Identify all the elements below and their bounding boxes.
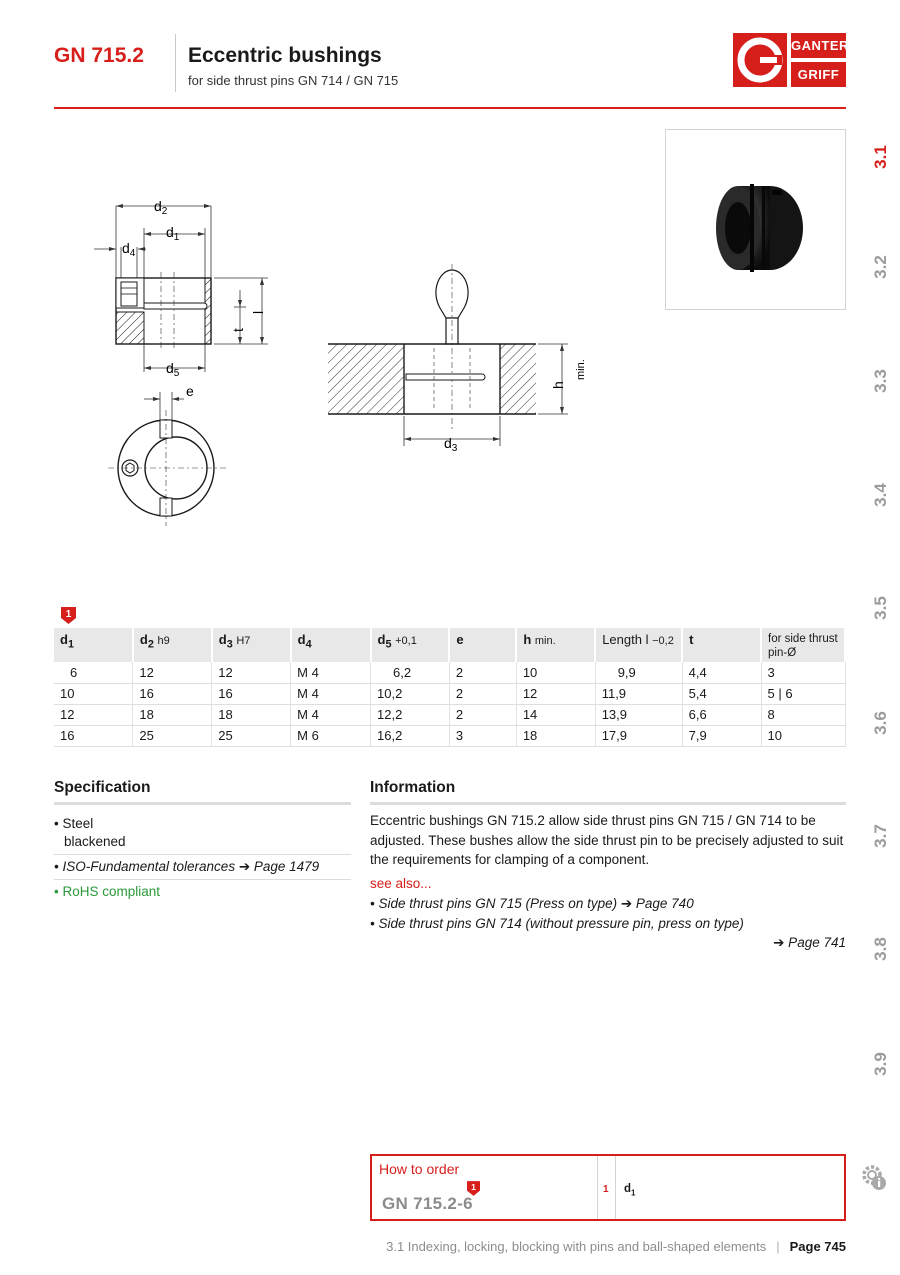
see-also-label: see also... <box>370 876 432 891</box>
header-divider <box>175 34 176 92</box>
see-also-link-gn714-page[interactable]: ➔ Page 741 <box>773 935 846 950</box>
order-divider <box>615 1156 616 1219</box>
table-row: 6 12 12 M 4 6,2 2 10 9,9 4,4 3 <box>54 662 845 683</box>
dimensions-table <box>54 628 846 747</box>
col-h: h min. <box>516 628 595 662</box>
chapter-3-6[interactable]: 3.6 <box>871 711 890 735</box>
dim-h-label: h <box>550 381 566 389</box>
table-row: 10 16 16 M 4 10,2 2 12 11,9 5,4 5 | 6 <box>54 683 845 704</box>
dim-d5-label: $d_5$ <box>166 360 180 379</box>
page-title: Eccentric bushings <box>188 44 382 67</box>
chapter-3-4[interactable]: 3.4 <box>871 483 890 507</box>
spec-item-tolerances[interactable]: • ISO-Fundamental tolerances ➔ Page 1479 <box>54 855 351 880</box>
spec-item-material: • Steel blackened <box>54 812 351 855</box>
specification-title: Specification <box>54 779 151 796</box>
chapter-3-2[interactable]: 3.2 <box>871 255 890 279</box>
information-text: Eccentric bushings GN 715.2 allow side thrust pins GN 715 / GN 714 to be adjusted. These bushes allow the side thrust pin to be precisely adjusted to suit the requirements for clamping of a component. <box>370 813 844 867</box>
dim-d2-label: $d_2$ <box>154 198 168 217</box>
gear-info-icon[interactable] <box>860 1162 888 1192</box>
specification-list <box>54 812 351 904</box>
spec-item-rohs: • RoHS compliant <box>54 884 161 899</box>
see-also-list <box>370 894 846 953</box>
ganter-logo-icon <box>733 33 787 87</box>
order-param-label: $d_1$ <box>624 1183 636 1198</box>
dim-d3-label: $d_3$ <box>444 435 458 454</box>
eccentric-bushing-image <box>666 130 845 309</box>
col-d1: $d_1$ <box>54 628 133 662</box>
dim-l-label: l <box>250 310 266 314</box>
specification-rule <box>54 802 351 805</box>
order-divider <box>597 1156 598 1219</box>
information-title: Information <box>370 779 456 796</box>
order-param-number: 1 <box>603 1184 609 1195</box>
dim-e-label: e <box>186 383 194 399</box>
svg-text:1: 1 <box>65 609 72 620</box>
svg-text:1: 1 <box>471 1181 476 1192</box>
chapter-3-8[interactable]: 3.8 <box>871 937 890 961</box>
col-d5: $d_5 +0,1$ <box>371 628 450 662</box>
col-d4: $d_4$ <box>291 628 371 662</box>
col-pin-diameter: for side thrust pin-Ø <box>761 628 845 662</box>
dim-min-label: min. <box>575 359 587 380</box>
page-footer: 3.1 Indexing, locking, blocking with pins and ball-shaped elements | Page 745 <box>386 1239 846 1254</box>
see-also-link-gn715[interactable]: • Side thrust pins GN 715 (Press on type) ➔ Page 740 <box>370 896 694 911</box>
page-number: Page 745 <box>789 1239 846 1254</box>
dim-d4-label: $d_4$ <box>122 240 136 259</box>
installation-drawing <box>322 260 592 460</box>
dim-t-label: t <box>230 328 246 332</box>
column-marker-icon <box>61 607 76 624</box>
table-row: 16 25 25 M 6 16,2 3 18 17,9 7,9 10 <box>54 725 845 746</box>
header-rule <box>54 107 846 109</box>
chapter-3-1[interactable]: 3.1 <box>871 145 890 169</box>
page-subtitle: for side thrust pins GN 714 / GN 715 <box>188 73 399 88</box>
chapter-nav <box>868 0 894 1275</box>
product-photo <box>665 129 846 310</box>
col-e: e <box>449 628 516 662</box>
how-to-order-box <box>370 1154 846 1221</box>
footer-section: 3.1 Indexing, locking, blocking with pins and ball-shaped elements <box>386 1239 767 1254</box>
col-t: t <box>682 628 761 662</box>
table-row: 12 18 18 M 4 12,2 2 14 13,9 6,6 8 <box>54 704 845 725</box>
chapter-3-9[interactable]: 3.9 <box>871 1052 890 1076</box>
chapter-3-7[interactable]: 3.7 <box>871 824 890 848</box>
ganter-logo <box>733 33 849 87</box>
bushing-section-drawing <box>94 192 284 392</box>
how-to-order-title: How to order <box>379 1161 460 1177</box>
col-d2: $d_2$ h9 <box>133 628 212 662</box>
logo-word-griff: GRIFF <box>791 62 846 87</box>
table-header-row <box>54 628 845 662</box>
order-code: GN 715.2-6 <box>382 1194 473 1213</box>
information-rule <box>370 802 846 805</box>
see-also-link-gn714[interactable]: • Side thrust pins GN 714 (without pressure pin, press on type) <box>370 915 744 931</box>
col-length: Length l −0,2 <box>595 628 682 662</box>
dim-d1-label: $d_1$ <box>166 224 180 243</box>
logo-word-ganter: GANTER <box>791 33 846 58</box>
chapter-3-3[interactable]: 3.3 <box>871 369 890 393</box>
chapter-3-5[interactable]: 3.5 <box>871 596 890 620</box>
bushing-front-view-drawing <box>104 380 234 530</box>
product-code: GN 715.2 <box>54 44 144 67</box>
col-d3: $d_3$ H7 <box>212 628 291 662</box>
